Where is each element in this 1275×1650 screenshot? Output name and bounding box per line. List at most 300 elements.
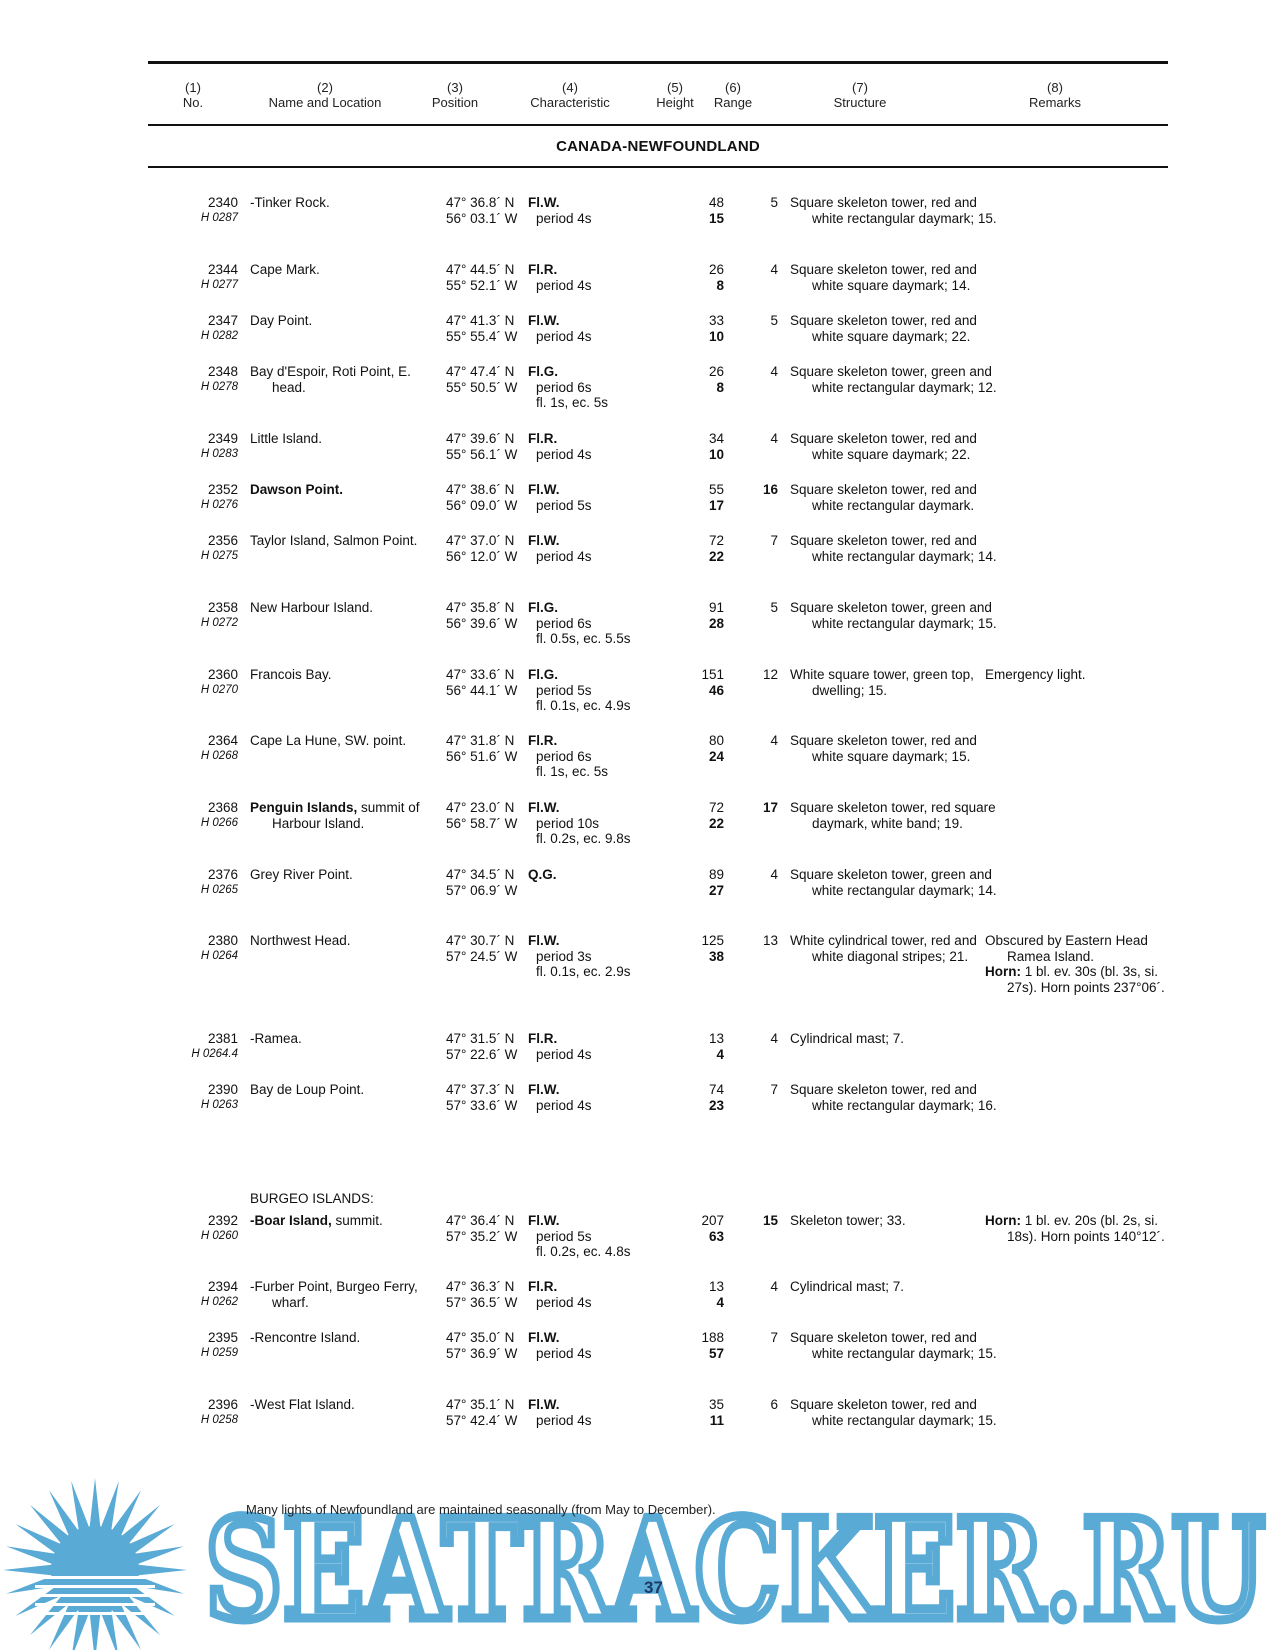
light-number: 2348 (207, 364, 238, 379)
height-cell (668, 1279, 724, 1310)
characteristic-cell (528, 800, 658, 847)
characteristic: Fl.W. (528, 1213, 560, 1228)
height-cell (668, 364, 724, 395)
international-number: H 0277 (200, 278, 238, 291)
height-feet: 151 (701, 667, 724, 682)
light-name-rest: summit. (331, 1213, 383, 1228)
range-cell: 4 (770, 867, 778, 882)
light-name: -West Flat Island. (250, 1397, 355, 1412)
remarks-horn (985, 964, 1185, 995)
height-feet: 72 (708, 800, 724, 815)
longitude: 57° 36.9´ W (446, 1345, 518, 1361)
characteristic: Fl.W. (528, 1397, 560, 1412)
height-cell (668, 600, 724, 631)
characteristic-cell (528, 867, 658, 883)
light-number: 2380 (207, 933, 238, 948)
light-name: Grey River Point. (250, 867, 353, 882)
light-name: -Boar Island, (250, 1213, 332, 1228)
light-name: Little Island. (250, 431, 323, 446)
latitude: 47° 33.6´ N (446, 667, 515, 682)
light-name-continued: Harbour Island. (272, 815, 365, 831)
light-name: New Harbour Island. (250, 600, 374, 615)
characteristic-period: period 5s (536, 682, 592, 698)
range-cell: 12 (762, 667, 778, 682)
header-characteristic: (4) Characteristic (530, 80, 610, 110)
height-feet: 35 (708, 1397, 724, 1412)
characteristic: Fl.W. (528, 313, 560, 328)
characteristic-cell (528, 195, 658, 226)
sun-stripe (35, 1585, 155, 1588)
structure-cell: Square skeleton tower, green and white rectangular daymark; 15. (790, 600, 997, 631)
characteristic-cell (528, 1330, 658, 1361)
characteristic-cell (528, 1397, 658, 1428)
characteristic: Fl.W. (528, 195, 560, 210)
characteristic-period: period 4s (536, 1294, 592, 1310)
height-meters: 27 (708, 882, 724, 898)
characteristic: Fl.G. (528, 600, 558, 615)
characteristic-period: period 5s (536, 497, 592, 513)
characteristic: Fl.G. (528, 364, 558, 379)
header-height: (5) Height (656, 80, 694, 110)
position-cell (446, 1213, 526, 1244)
light-number-cell (160, 600, 238, 631)
international-number: H 0264 (200, 949, 238, 962)
range-cell: 4 (770, 1279, 778, 1294)
characteristic-period: period 4s (536, 328, 592, 344)
horn-label: Horn: (985, 964, 1021, 979)
name-location-cell (250, 262, 420, 278)
longitude: 56° 09.0´ W (446, 497, 518, 513)
latitude: 47° 38.6´ N (446, 482, 515, 497)
latitude: 47° 30.7´ N (446, 933, 515, 948)
structure-cell: Square skeleton tower, red and white rectangular daymark; 15. (790, 1330, 997, 1361)
longitude: 56° 51.6´ W (446, 748, 518, 764)
longitude: 57° 36.5´ W (446, 1294, 518, 1310)
light-number-cell (160, 867, 238, 898)
height-feet: 33 (708, 313, 724, 328)
position-cell (446, 262, 526, 293)
light-number: 2358 (207, 600, 238, 615)
characteristic: Fl.R. (528, 262, 558, 277)
characteristic-period: period 3s (536, 948, 592, 964)
remarks-cell (985, 1213, 1185, 1244)
light-number: 2396 (207, 1397, 238, 1412)
horn-details: 1 bl. ev. 20s (bl. 2s, si. 18s). Horn points 140°12´. (1007, 1213, 1165, 1244)
characteristic: Fl.R. (528, 1279, 558, 1294)
name-location-cell (250, 1082, 420, 1098)
name-location-cell (250, 431, 420, 447)
position-cell (446, 1330, 526, 1361)
range-cell: 7 (770, 533, 778, 548)
height-feet: 188 (701, 1330, 724, 1345)
light-number: 2340 (207, 195, 238, 210)
height-meters: 17 (708, 497, 724, 513)
characteristic-phases: fl. 0.2s, ec. 9.8s (536, 831, 631, 846)
characteristic: Fl.W. (528, 482, 560, 497)
characteristic-period: period 4s (536, 446, 592, 462)
light-name: Penguin Islands, (250, 800, 358, 815)
height-meters: 10 (708, 328, 724, 344)
longitude: 55° 52.1´ W (446, 277, 518, 293)
height-feet: 48 (708, 195, 724, 210)
height-meters: 8 (716, 379, 724, 395)
height-feet: 26 (708, 364, 724, 379)
header-structure: (7) Structure (833, 80, 887, 110)
characteristic-cell (528, 1279, 658, 1310)
longitude: 56° 03.1´ W (446, 210, 518, 226)
name-location-cell (250, 867, 420, 883)
height-feet: 13 (708, 1031, 724, 1046)
light-name: Dawson Point. (250, 482, 344, 497)
light-name: Cape La Hune, SW. point. (250, 733, 407, 748)
position-cell (446, 1082, 526, 1113)
longitude: 56° 12.0´ W (446, 548, 518, 564)
international-number: H 0265 (200, 883, 238, 896)
light-number: 2381 (207, 1031, 238, 1046)
characteristic: Fl.R. (528, 1031, 558, 1046)
light-number: 2344 (207, 262, 238, 277)
light-name: Bay d'Espoir, Roti Point, E. (250, 364, 411, 379)
height-feet: 26 (708, 262, 724, 277)
name-location-cell (250, 364, 420, 395)
light-number: 2364 (207, 733, 238, 748)
international-number: H 0264.4 (191, 1047, 238, 1060)
range-cell: 7 (770, 1082, 778, 1097)
remarks-cell (985, 667, 1185, 683)
header-range: (6) Range (713, 80, 753, 110)
structure-cell: Square skeleton tower, green and white rectangular daymark; 12. (790, 364, 997, 395)
light-number-cell (160, 313, 238, 344)
sun-stripe (35, 1603, 155, 1606)
light-number-cell (160, 364, 238, 395)
structure-cell: Square skeleton tower, green and white rectangular daymark; 14. (790, 867, 997, 898)
longitude: 57° 22.6´ W (446, 1046, 518, 1062)
international-number: H 0275 (200, 549, 238, 562)
characteristic-cell (528, 262, 658, 293)
structure-cell: Square skeleton tower, red and white rectangular daymark. (790, 482, 977, 513)
structure-cell: Square skeleton tower, red and white rectangular daymark; 14. (790, 533, 997, 564)
sun-disc (51, 1526, 139, 1614)
position-cell (446, 195, 526, 226)
height-cell (668, 1213, 724, 1244)
latitude: 47° 37.3´ N (446, 1082, 515, 1097)
top-rule (148, 61, 1168, 64)
section-rule (148, 166, 1168, 168)
characteristic-cell (528, 667, 658, 714)
name-location-cell (250, 600, 420, 616)
characteristic-period: period 6s (536, 615, 592, 631)
light-number-cell (160, 1330, 238, 1361)
position-cell (446, 933, 526, 964)
light-number: 2352 (207, 482, 238, 497)
light-number-cell (160, 431, 238, 462)
characteristic-period: period 4s (536, 210, 592, 226)
position-cell (446, 533, 526, 564)
international-number: H 0272 (200, 616, 238, 629)
range-cell: 5 (770, 313, 778, 328)
remarks-horn (985, 1213, 1185, 1244)
height-cell (668, 800, 724, 831)
range-cell: 16 (762, 482, 778, 497)
height-meters: 4 (716, 1294, 724, 1310)
latitude: 47° 35.1´ N (446, 1397, 515, 1412)
subheading-burgeo-islands: BURGEO ISLANDS: (250, 1191, 374, 1206)
position-cell (446, 1279, 526, 1310)
characteristic-period: period 4s (536, 1046, 592, 1062)
seatracker-watermark (0, 1440, 1275, 1650)
light-name: -Ramea. (250, 1031, 302, 1046)
structure-cell: Square skeleton tower, red and white rectangular daymark; 15. (790, 195, 997, 226)
characteristic-period: period 4s (536, 548, 592, 564)
characteristic-cell (528, 733, 658, 780)
name-location-cell (250, 1279, 420, 1310)
characteristic-phases: fl. 1s, ec. 5s (536, 764, 609, 779)
structure-cell: Square skeleton tower, red and white square daymark; 14. (790, 262, 977, 293)
height-feet: 34 (708, 431, 724, 446)
height-meters: 8 (716, 277, 724, 293)
light-name: -Rencontre Island. (250, 1330, 361, 1345)
height-cell (668, 313, 724, 344)
height-feet: 55 (708, 482, 724, 497)
structure-cell: Square skeleton tower, red and white square daymark; 22. (790, 431, 977, 462)
position-cell (446, 800, 526, 831)
height-cell (668, 667, 724, 698)
range-cell: 15 (762, 1213, 778, 1228)
structure-cell: Cylindrical mast; 7. (790, 1279, 905, 1294)
section-title: CANADA-NEWFOUNDLAND (556, 138, 760, 155)
name-location-cell (250, 1031, 420, 1047)
light-number: 2376 (207, 867, 238, 882)
international-number: H 0270 (200, 683, 238, 696)
remarks-cell (985, 933, 1185, 995)
characteristic-cell (528, 1082, 658, 1113)
position-cell (446, 482, 526, 513)
international-number: H 0262 (200, 1295, 238, 1308)
name-location-cell (250, 1330, 420, 1346)
position-cell (446, 431, 526, 462)
longitude: 55° 55.4´ W (446, 328, 518, 344)
height-meters: 23 (708, 1097, 724, 1113)
characteristic-period: period 6s (536, 748, 592, 764)
light-number: 2395 (207, 1330, 238, 1345)
latitude: 47° 35.8´ N (446, 600, 515, 615)
height-cell (668, 1397, 724, 1428)
position-cell (446, 364, 526, 395)
light-number-cell (160, 733, 238, 764)
position-cell (446, 1397, 526, 1428)
characteristic: Fl.W. (528, 533, 560, 548)
light-name-continued: head. (272, 379, 306, 395)
header-position: (3) Position (431, 80, 479, 110)
height-cell (668, 482, 724, 513)
characteristic-period: period 4s (536, 1412, 592, 1428)
light-number-cell (160, 1397, 238, 1428)
height-feet: 125 (701, 933, 724, 948)
international-number: H 0258 (200, 1413, 238, 1426)
light-name: Northwest Head. (250, 933, 351, 948)
longitude: 55° 56.1´ W (446, 446, 518, 462)
latitude: 47° 35.0´ N (446, 1330, 515, 1345)
height-cell (668, 933, 724, 964)
structure-cell: Square skeleton tower, red and white square daymark; 15. (790, 733, 977, 764)
height-feet: 91 (708, 600, 724, 615)
name-location-cell (250, 1213, 420, 1229)
characteristic: Fl.R. (528, 733, 558, 748)
footer-note: Many lights of Newfoundland are maintained seasonally (from May to December). (246, 1502, 716, 1517)
height-meters: 10 (708, 446, 724, 462)
latitude: 47° 41.3´ N (446, 313, 515, 328)
light-name: -Tinker Rock. (250, 195, 330, 210)
international-number: H 0260 (200, 1229, 238, 1242)
longitude: 57° 24.5´ W (446, 948, 518, 964)
name-location-cell (250, 1397, 420, 1413)
height-feet: 72 (708, 533, 724, 548)
characteristic-phases: fl. 0.1s, ec. 2.9s (536, 964, 631, 979)
height-meters: 22 (708, 815, 724, 831)
range-cell: 4 (770, 262, 778, 277)
characteristic: Fl.W. (528, 1330, 560, 1345)
light-number-cell (160, 482, 238, 513)
name-location-cell (250, 733, 420, 749)
light-number: 2360 (207, 667, 238, 682)
name-location-cell (250, 667, 420, 683)
latitude: 47° 37.0´ N (446, 533, 515, 548)
light-number-cell (160, 262, 238, 293)
page-number: 37 (644, 1578, 663, 1597)
characteristic-cell (528, 313, 658, 344)
position-cell (446, 733, 526, 764)
latitude: 47° 36.4´ N (446, 1213, 515, 1228)
position-cell (446, 667, 526, 698)
characteristic-phases: fl. 0.2s, ec. 4.8s (536, 1244, 631, 1259)
characteristic-period: period 6s (536, 379, 592, 395)
characteristic-cell (528, 482, 658, 513)
header-remarks: (8) Remarks (1028, 80, 1081, 110)
watermark-text: SEATRACKER.RU (205, 1488, 1265, 1650)
characteristic-cell (528, 933, 658, 980)
structure-cell: White square tower, green top, dwelling; 15. (790, 667, 974, 698)
structure-cell: White cylindrical tower, red and white diagonal stripes; 21. (790, 933, 977, 964)
light-name: Day Point. (250, 313, 313, 328)
longitude: 56° 58.7´ W (446, 815, 518, 831)
characteristic-period: period 5s (536, 1228, 592, 1244)
light-number-cell (160, 1279, 238, 1310)
characteristic-period: period 4s (536, 1345, 592, 1361)
latitude: 47° 34.5´ N (446, 867, 515, 882)
light-number: 2390 (207, 1082, 238, 1097)
height-cell (668, 733, 724, 764)
range-cell: 5 (770, 195, 778, 210)
height-meters: 38 (708, 948, 724, 964)
international-number: H 0268 (200, 749, 238, 762)
longitude: 57° 35.2´ W (446, 1228, 518, 1244)
light-name: Francois Bay. (250, 667, 332, 682)
structure-cell: Square skeleton tower, red and white rectangular daymark; 16. (790, 1082, 997, 1113)
structure-cell: Square skeleton tower, red and white rectangular daymark; 15. (790, 1397, 997, 1428)
light-name-continued: wharf. (272, 1294, 309, 1310)
light-number-cell (160, 1031, 238, 1062)
international-number: H 0278 (200, 380, 238, 393)
characteristic-cell (528, 1031, 658, 1062)
characteristic: Fl.G. (528, 667, 558, 682)
position-cell (446, 1031, 526, 1062)
light-number: 2394 (207, 1279, 238, 1294)
name-location-cell (250, 533, 420, 549)
international-number: H 0282 (200, 329, 238, 342)
characteristic-period: period 10s (536, 815, 600, 831)
characteristic: Fl.W. (528, 1082, 560, 1097)
characteristic-cell (528, 533, 658, 564)
light-name-rest: summit of (357, 800, 420, 815)
height-cell (668, 533, 724, 564)
sun-stripe (35, 1594, 155, 1597)
range-cell: 7 (770, 1330, 778, 1345)
remarks-text: Obscured by Eastern Head Ramea Island. (985, 933, 1148, 964)
latitude: 47° 47.4´ N (446, 364, 515, 379)
name-location-cell (250, 482, 420, 498)
range-cell: 4 (770, 1031, 778, 1046)
height-meters: 57 (708, 1345, 724, 1361)
characteristic-cell (528, 600, 658, 647)
height-feet: 13 (708, 1279, 724, 1294)
structure-cell: Skeleton tower; 33. (790, 1213, 906, 1228)
structure-cell: Square skeleton tower, red square daymark, white band; 19. (790, 800, 996, 831)
light-number: 2347 (207, 313, 238, 328)
longitude: 56° 44.1´ W (446, 682, 518, 698)
characteristic: Fl.R. (528, 431, 558, 446)
light-number-cell (160, 533, 238, 564)
characteristic-period: period 4s (536, 1097, 592, 1113)
name-location-cell (250, 313, 420, 329)
height-cell (668, 431, 724, 462)
structure-cell: Cylindrical mast; 7. (790, 1031, 905, 1046)
longitude: 56° 39.6´ W (446, 615, 518, 631)
longitude: 57° 42.4´ W (446, 1412, 518, 1428)
name-location-cell (250, 933, 420, 949)
international-number: H 0266 (200, 816, 238, 829)
range-cell: 4 (770, 364, 778, 379)
horn-details: 1 bl. ev. 30s (bl. 3s, si. 27s). Horn points 237°06´. (1007, 964, 1165, 995)
position-cell (446, 867, 526, 898)
height-meters: 22 (708, 548, 724, 564)
latitude: 47° 36.3´ N (446, 1279, 515, 1294)
height-cell (668, 1330, 724, 1361)
position-cell (446, 313, 526, 344)
header-bottom-rule (148, 124, 1168, 126)
height-cell (668, 262, 724, 293)
height-meters: 24 (708, 748, 724, 764)
longitude: 55° 50.5´ W (446, 379, 518, 395)
light-name: Bay de Loup Point. (250, 1082, 365, 1097)
latitude: 47° 23.0´ N (446, 800, 515, 815)
international-number: H 0276 (200, 498, 238, 511)
international-number: H 0283 (200, 447, 238, 460)
characteristic-phases: fl. 0.1s, ec. 4.9s (536, 698, 631, 713)
height-meters: 63 (708, 1228, 724, 1244)
header-no: (1) No. (182, 80, 204, 110)
header-name: (2) Name and Location (268, 80, 382, 110)
latitude: 47° 31.5´ N (446, 1031, 515, 1046)
height-feet: 80 (708, 733, 724, 748)
height-feet: 74 (708, 1082, 724, 1097)
characteristic-cell (528, 431, 658, 462)
position-cell (446, 600, 526, 631)
latitude: 47° 44.5´ N (446, 262, 515, 277)
characteristic-cell (528, 364, 658, 411)
structure-cell: Square skeleton tower, red and white square daymark; 22. (790, 313, 977, 344)
light-name: -Furber Point, Burgeo Ferry, (250, 1279, 418, 1294)
light-number: 2349 (207, 431, 238, 446)
